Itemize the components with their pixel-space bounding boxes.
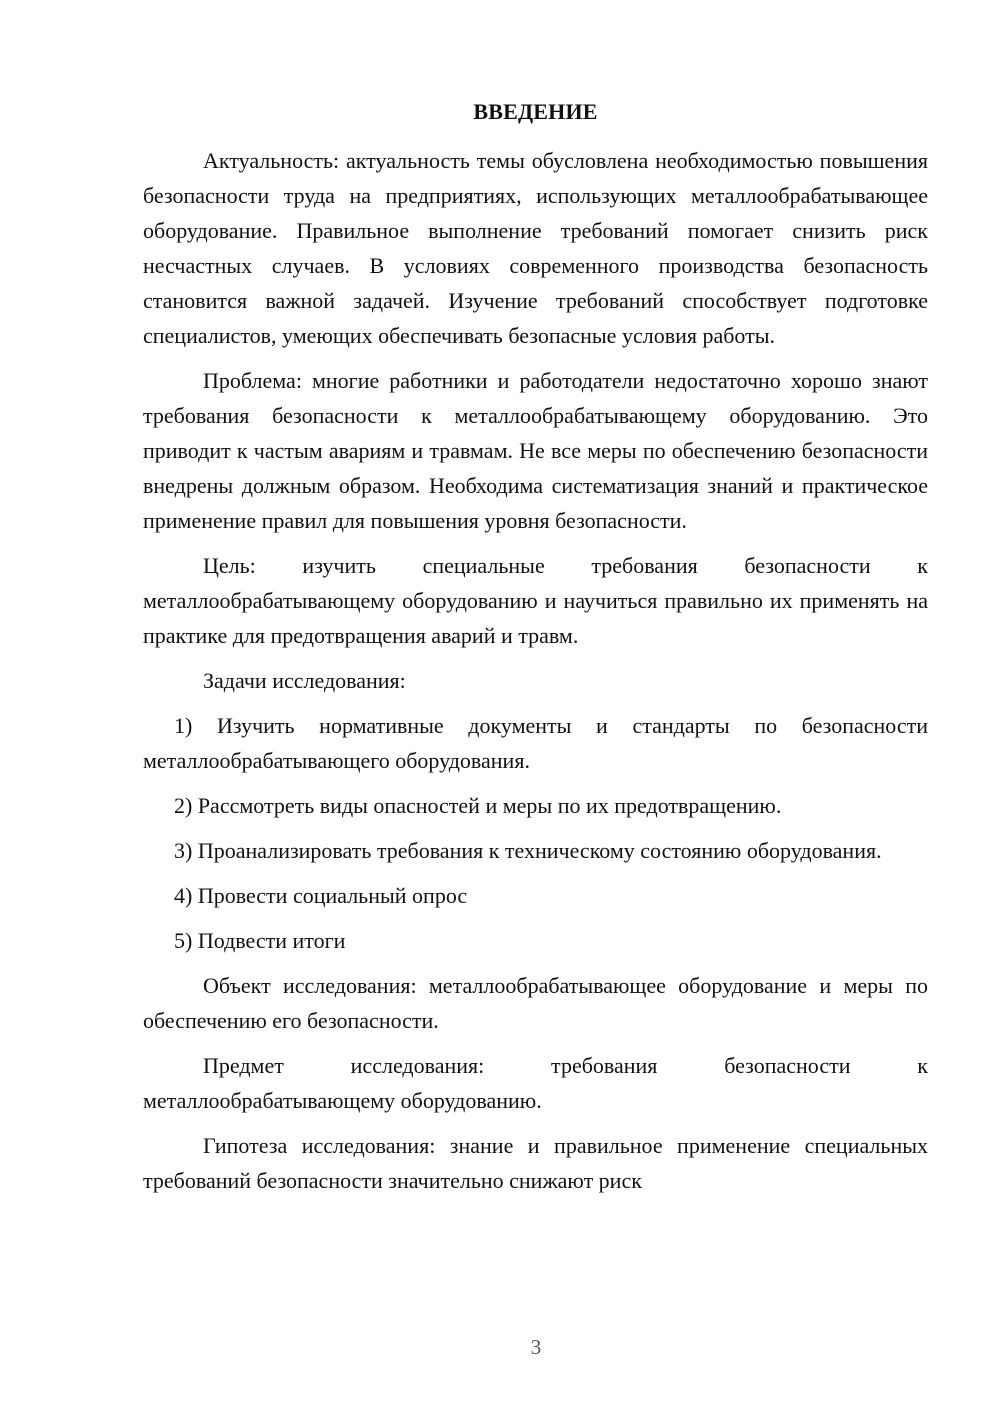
task-item-3: 3) Проанализировать требования к техническому состоянию оборудования. xyxy=(174,838,882,863)
task-item-4: 4) Провести социальный опрос xyxy=(174,883,468,908)
page-title: ВВЕДЕНИЕ xyxy=(473,99,598,124)
task-item-5: 5) Подвести итоги xyxy=(174,928,346,953)
subject-paragraph: Предмет исследования: требования безопасности к металлообрабатывающему оборудованию. xyxy=(143,1053,928,1113)
object-paragraph: Объект исследования: металлообрабатывающее оборудование и меры по обеспечению его безопасности. xyxy=(143,973,928,1033)
page-content xyxy=(143,94,928,1198)
tasks-heading: Задачи исследования: xyxy=(203,668,406,693)
hypothesis-paragraph: Гипотеза исследования: знание и правильное применение специальных требований безопасности значительно снижают риск xyxy=(143,1133,928,1193)
relevance-paragraph: Актуальность: актуальность темы обусловлена необходимостью повышения безопасности труда на предприятиях, использующих металлообрабатывающее оборудование. Правильное выполнение требований помогает снизить риск несчастных случаев. В условиях современного производства безопасность становится важной задачей. Изучение требований способствует подготовке специалистов, умеющих обеспечивать безопасные условия работы. xyxy=(143,148,928,348)
task-item-1: 1) Изучить нормативные документы и стандарты по безопасности металлообрабатывающего оборудования. xyxy=(143,713,928,773)
task-item-2: 2) Рассмотреть виды опасностей и меры по их предотвращению. xyxy=(174,793,782,818)
problem-paragraph: Проблема: многие работники и работодатели недостаточно хорошо знают требования безопасности к металлообрабатывающему оборудованию. Это приводит к частым авариям и травмам. Не все меры по обеспечению безопасности внедрены должным образом. Необходима систематизация знаний и практическое применение правил для повышения уровня безопасности. xyxy=(143,368,928,533)
goal-paragraph: Цель: изучить специальные требования безопасности к металлообрабатывающему оборудованию и научиться правильно их применять на практике для предотвращения аварий и травм. xyxy=(143,553,928,648)
page-number: 3 xyxy=(530,1335,542,1359)
